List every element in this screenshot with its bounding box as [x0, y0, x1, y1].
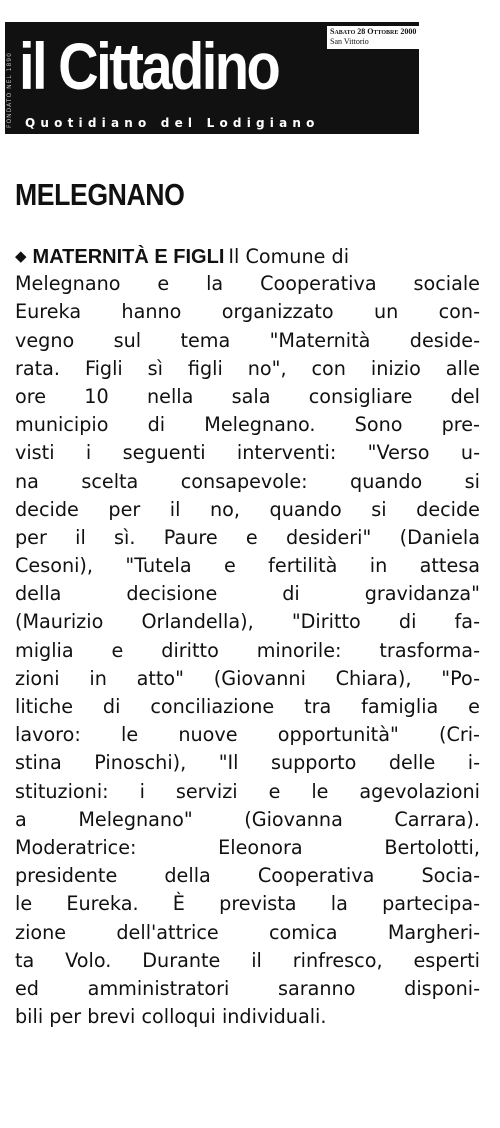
article-line: zione dell'attrice comica Margheri- — [15, 920, 480, 944]
newspaper-tagline: Quotidiano del Lodigiano — [25, 116, 320, 130]
article-line: stina Pinoschi), "Il supporto delle i- — [15, 751, 480, 775]
diamond-bullet-icon: ◆ — [15, 247, 27, 265]
article-line: della decisione di gravidanza" — [15, 582, 480, 606]
saint-of-the-day: San Vittorio — [330, 37, 369, 46]
article-line: Melegnano e la Cooperativa sociale — [15, 272, 480, 296]
article-line: visti i seguenti interventi: "Verso u- — [15, 441, 480, 465]
article-line: Moderatrice: Eleonora Bertolotti, — [15, 835, 480, 859]
issue-date: Sabato 28 Ottobre 2000 — [330, 27, 417, 36]
article-line: litiche di conciliazione tra famiglia e — [15, 695, 480, 718]
article-line: le Eureka. È prevista la partecipa- — [15, 892, 480, 916]
article-line: rata. Figli sì figli no", con inizio alle — [15, 356, 480, 380]
article-line-text: Il Comune di — [228, 245, 350, 268]
article-line: ta Volo. Durante il rinfresco, esperti — [15, 948, 480, 972]
article-line: presidente della Cooperativa Socia- — [15, 864, 480, 888]
article-line: na scelta consapevole: quando si — [15, 469, 480, 493]
article-line: municipio di Melegnano. Sono pre- — [15, 413, 480, 437]
newspaper-logo: il Cittadino — [19, 29, 279, 103]
article-line-1 — [15, 242, 480, 270]
article-line: bili per brevi colloqui individuali. — [15, 1005, 327, 1029]
article-line: stituzioni: i servizi e le agevolazioni — [15, 779, 480, 803]
article-line: ed amministratori saranno disponi- — [15, 976, 480, 1000]
section-title: MELEGNANO — [15, 177, 185, 212]
article-line: Cesoni), "Tutela e fertilità in attesa — [15, 554, 480, 578]
article-line: vegno sul tema "Maternità deside- — [15, 328, 480, 352]
article-line: ore 10 nella sala consigliare del — [15, 384, 480, 408]
founded-note: FONDATO NEL 1890 — [6, 52, 13, 128]
article-body — [15, 242, 480, 1031]
article-line: per il sì. Paure e desideri" (Daniela — [15, 525, 480, 549]
issue-info-box — [327, 26, 419, 49]
article-kicker: MATERNITÀ E FIGLI — [32, 246, 225, 268]
article-line: zioni in atto" (Giovanni Chiara), "Po- — [15, 666, 480, 690]
article-line: miglia e diritto minorile: trasforma- — [15, 638, 480, 662]
newspaper-masthead — [5, 22, 419, 134]
article-line: a Melegnano" (Giovanna Carrara). — [15, 807, 480, 831]
article-line: Eureka hanno organizzato un con- — [15, 300, 480, 324]
article-line: decide per il no, quando si decide — [15, 497, 480, 521]
article-line: lavoro: le nuove opportunità" (Cri- — [15, 723, 480, 747]
article-line: (Maurizio Orlandella), "Diritto di fa- — [15, 610, 480, 634]
